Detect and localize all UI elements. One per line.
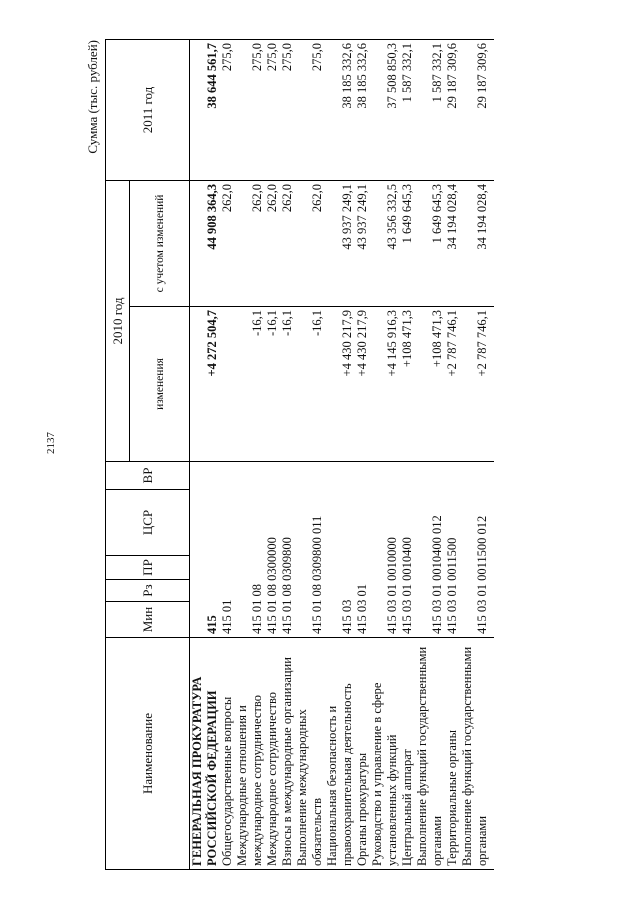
row-changes: -16,1 [295,307,325,462]
row-2011: 275,0 [265,40,280,181]
row-code: 415 01 08 [235,462,265,638]
row-name: Общегосударственные вопросы [220,638,235,870]
row-code: 415 03 01 0010000 [370,462,400,638]
table-row [415,40,445,870]
row-changes: +4 272 504,7 [190,307,221,462]
row-name: Руководство и управление в сфере установленных функций [370,638,400,870]
table-row [355,40,370,870]
header-csr: ЦСР [106,490,190,556]
row-changes: +4 430 217,9 [325,307,355,462]
header-min: Мин [106,602,190,638]
row-changes [220,307,235,462]
row-2011: 38 185 332,6 [325,40,355,181]
header-2010: 2010 год [106,181,130,462]
row-2011: 275,0 [220,40,235,181]
row-changes: -16,1 [265,307,280,462]
row-code: 415 01 08 0300000 [265,462,280,638]
row-name: Взносы в международные организации [280,638,295,870]
row-with-changes: 43 356 332,5 [370,181,400,307]
row-name: Выполнение функций государственными органами [415,638,445,870]
row-2011: 29 187 309,6 [460,40,494,181]
row-2011: 275,0 [235,40,265,181]
row-name: Национальная безопасность и правоохранительная деятельность [325,638,355,870]
row-code: 415 01 08 0309800 011 [295,462,325,638]
row-2011: 1 587 332,1 [400,40,415,181]
table-row [190,40,221,870]
row-with-changes: 1 649 645,3 [400,181,415,307]
row-code: 415 03 [325,462,355,638]
table-row [325,40,355,870]
header-changes: изменения [130,307,190,462]
row-name: Международные отношения и международное сотрудничество [235,638,265,870]
row-with-changes: 262,0 [235,181,265,307]
row-name: Международное сотрудничество [265,638,280,870]
row-changes: -16,1 [235,307,265,462]
row-name: Выполнение функций государственными органами [460,638,494,870]
row-with-changes: 262,0 [265,181,280,307]
row-with-changes: 43 937 249,1 [355,181,370,307]
header-rz: Рз [106,580,190,602]
units-caption: Сумма (тыс. рублей) [85,40,100,154]
row-2011: 38 185 332,6 [355,40,370,181]
row-with-changes: 1 649 645,3 [415,181,445,307]
table-row [370,40,400,870]
table-row [280,40,295,870]
row-2011: 275,0 [280,40,295,181]
row-name: Выполнение международных обязательств [295,638,325,870]
row-code: 415 03 01 [355,462,370,638]
row-name: Центральный аппарат [400,638,415,870]
row-code: 415 03 01 0010400 012 [415,462,445,638]
table-row [400,40,415,870]
row-with-changes: 43 937 249,1 [325,181,355,307]
table-row [235,40,265,870]
row-name: Территориальные органы [445,638,460,870]
table-body [190,40,495,870]
row-changes: +108 471,3 [400,307,415,462]
row-code: 415 01 [220,462,235,638]
rotated-page [85,40,590,870]
row-changes: +4 430 217,9 [355,307,370,462]
row-with-changes: 44 908 364,3 [190,181,221,307]
page-content [85,40,590,870]
table-row [265,40,280,870]
row-name: ГЕНЕРАЛЬНАЯ ПРОКУРАТУРА РОССИЙСКОЙ ФЕДЕРАЦИИ [190,638,221,870]
row-changes: +108 471,3 [415,307,445,462]
row-with-changes: 34 194 028,4 [445,181,460,307]
row-changes: -16,1 [280,307,295,462]
row-code: 415 03 01 0010400 [400,462,415,638]
header-vr: ВР [106,462,190,490]
row-name: Органы прокуратуры [355,638,370,870]
header-name: Наименование [106,638,190,870]
row-with-changes: 34 194 028,4 [460,181,494,307]
table-row [460,40,494,870]
row-code: 415 03 01 0011500 [445,462,460,638]
row-code: 415 [190,462,221,638]
row-2011: 37 508 850,3 [370,40,400,181]
header-with-changes: с учетом изменений [130,181,190,307]
row-code: 415 01 08 0309800 [280,462,295,638]
row-with-changes: 262,0 [280,181,295,307]
row-2011: 38 644 561,7 [190,40,221,181]
row-2011: 275,0 [295,40,325,181]
table-row [295,40,325,870]
row-changes: +4 145 916,3 [370,307,400,462]
row-changes: +2 787 746,1 [445,307,460,462]
row-code: 415 03 01 0011500 012 [460,462,494,638]
header-2011: 2011 год [106,40,190,181]
budget-table [105,39,494,870]
row-with-changes: 262,0 [220,181,235,307]
header-pr: ПР [106,556,190,580]
table-row [220,40,235,870]
row-with-changes: 262,0 [295,181,325,307]
page-number: 2137 [45,432,57,454]
row-2011: 29 187 309,6 [445,40,460,181]
row-2011: 1 587 332,1 [415,40,445,181]
row-changes: +2 787 746,1 [460,307,494,462]
table-row [445,40,460,870]
